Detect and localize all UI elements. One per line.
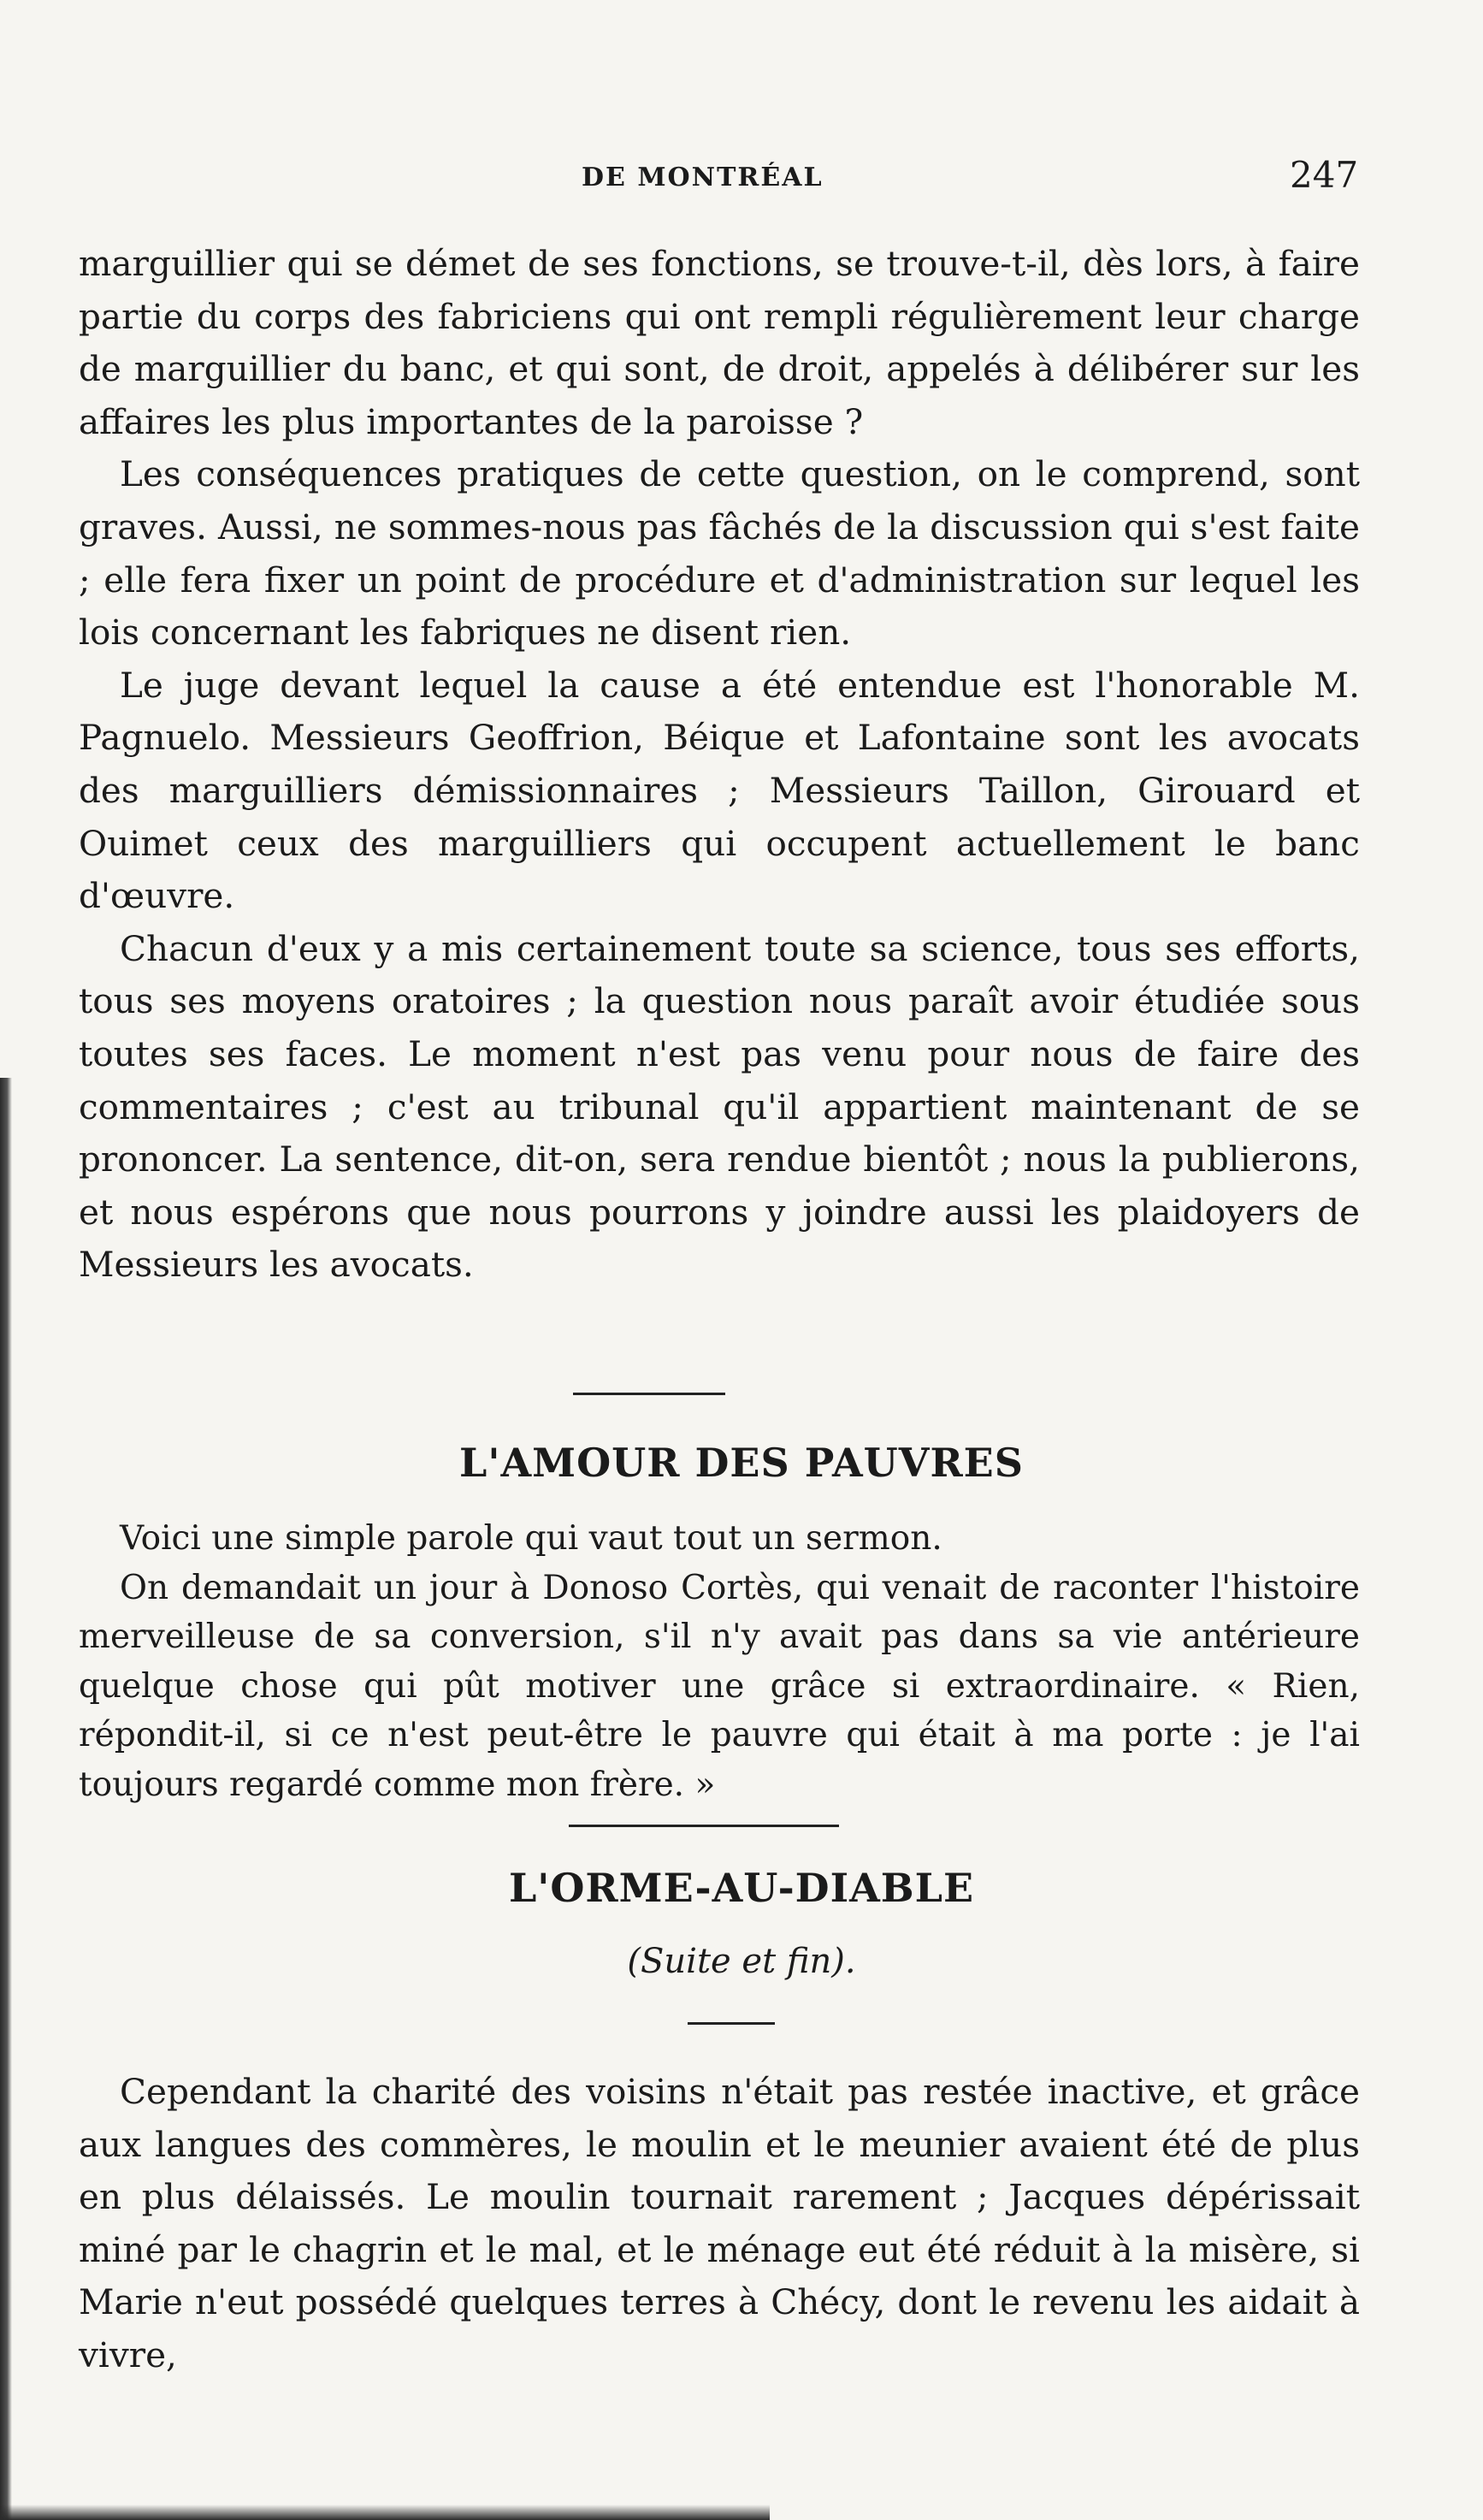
section-divider — [569, 1825, 839, 1827]
paragraph: Cependant la charité des voisins n'était pas restée inactive, et grâce aux langues des commères, le moulin et le meunier avaient été de plus en plus délaissés. Le moulin tournait rarement ; Jacques dépérissait miné par le chagrin et le mal, et le ménage eut été réduit à la misère, si Marie n'eut possédé quelques terres à Chécy, dont le revenu les aidait à vivre, — [79, 2071, 1360, 2375]
page-bottom-edge — [0, 2505, 770, 2520]
page-binding-edge — [0, 1078, 12, 2520]
article-orme-au-diable — [79, 2066, 1360, 2382]
article-amour-des-pauvres — [79, 1514, 1360, 1809]
paragraph: Le juge devant lequel la cause a été entendue est l'honorable M. Pagnuelo. Messieurs Geoffrion, Béique et Lafontaine sont les avocats des marguilliers démissionnaires ; Messieurs Taillon, Girouard et Ouimet ceux des marguilliers qui occupent actuellement le banc d'œuvre. — [79, 664, 1360, 917]
section-divider — [573, 1393, 725, 1395]
page-number: 247 — [1290, 154, 1359, 196]
section-title: L'ORME-AU-DIABLE — [508, 1865, 975, 1911]
paragraph: Voici une simple parole qui vaut tout un sermon. — [120, 1519, 942, 1558]
paragraph: Chacun d'eux y a mis certainement toute sa science, tous ses efforts, tous ses moyens oratoires ; la question nous paraît avoir étudiée sous toutes ses faces. Le moment n'est pas venu pour nous de faire des commentaires ; c'est au tribunal qu'il appartient maintenant de se prononcer. La sentence, dit-on, sera rendue bientôt ; nous la publierons, et nous espérons que nous pourrons y joindre aussi les plaidoyers de Messieurs les avocats. — [79, 927, 1360, 1286]
paragraph: On demandait un jour à Donoso Cortès, qui venait de raconter l'histoire merveilleuse de sa conversion, s'il n'y avait pas dans sa vie antérieure quelque chose qui pût motiver une grâce si extraordinaire. « Rien, répondit-il, si ce n'est peut-être le pauvre qui était à ma porte : je l'ai toujours regardé comme mon frère. » — [79, 1568, 1360, 1804]
running-head: DE MONTRÉAL — [582, 163, 824, 192]
section-divider — [688, 2022, 775, 2025]
section-title: L'AMOUR DES PAUVRES — [459, 1440, 1024, 1486]
article-continuation — [79, 238, 1360, 1292]
paragraph: Les conséquences pratiques de cette question, on le comprend, sont graves. Aussi, ne sommes-nous pas fâchés de la discussion qui s'est faite ; elle fera fixer un point de procédure et d'administration sur lequel les lois concernant les fabriques ne disent rien. — [79, 453, 1360, 654]
section-subtitle: (Suite et fin). — [627, 1942, 856, 1981]
page-header — [0, 154, 1483, 205]
paragraph: marguillier qui se démet de ses fonctions, se trouve-t-il, dès lors, à faire partie du corps des fabriciens qui ont rempli régulièrement leur charge de marguillier du banc, et qui sont, de droit, appelés à délibérer sur les affaires les plus importantes de la paroisse ? — [79, 243, 1360, 442]
